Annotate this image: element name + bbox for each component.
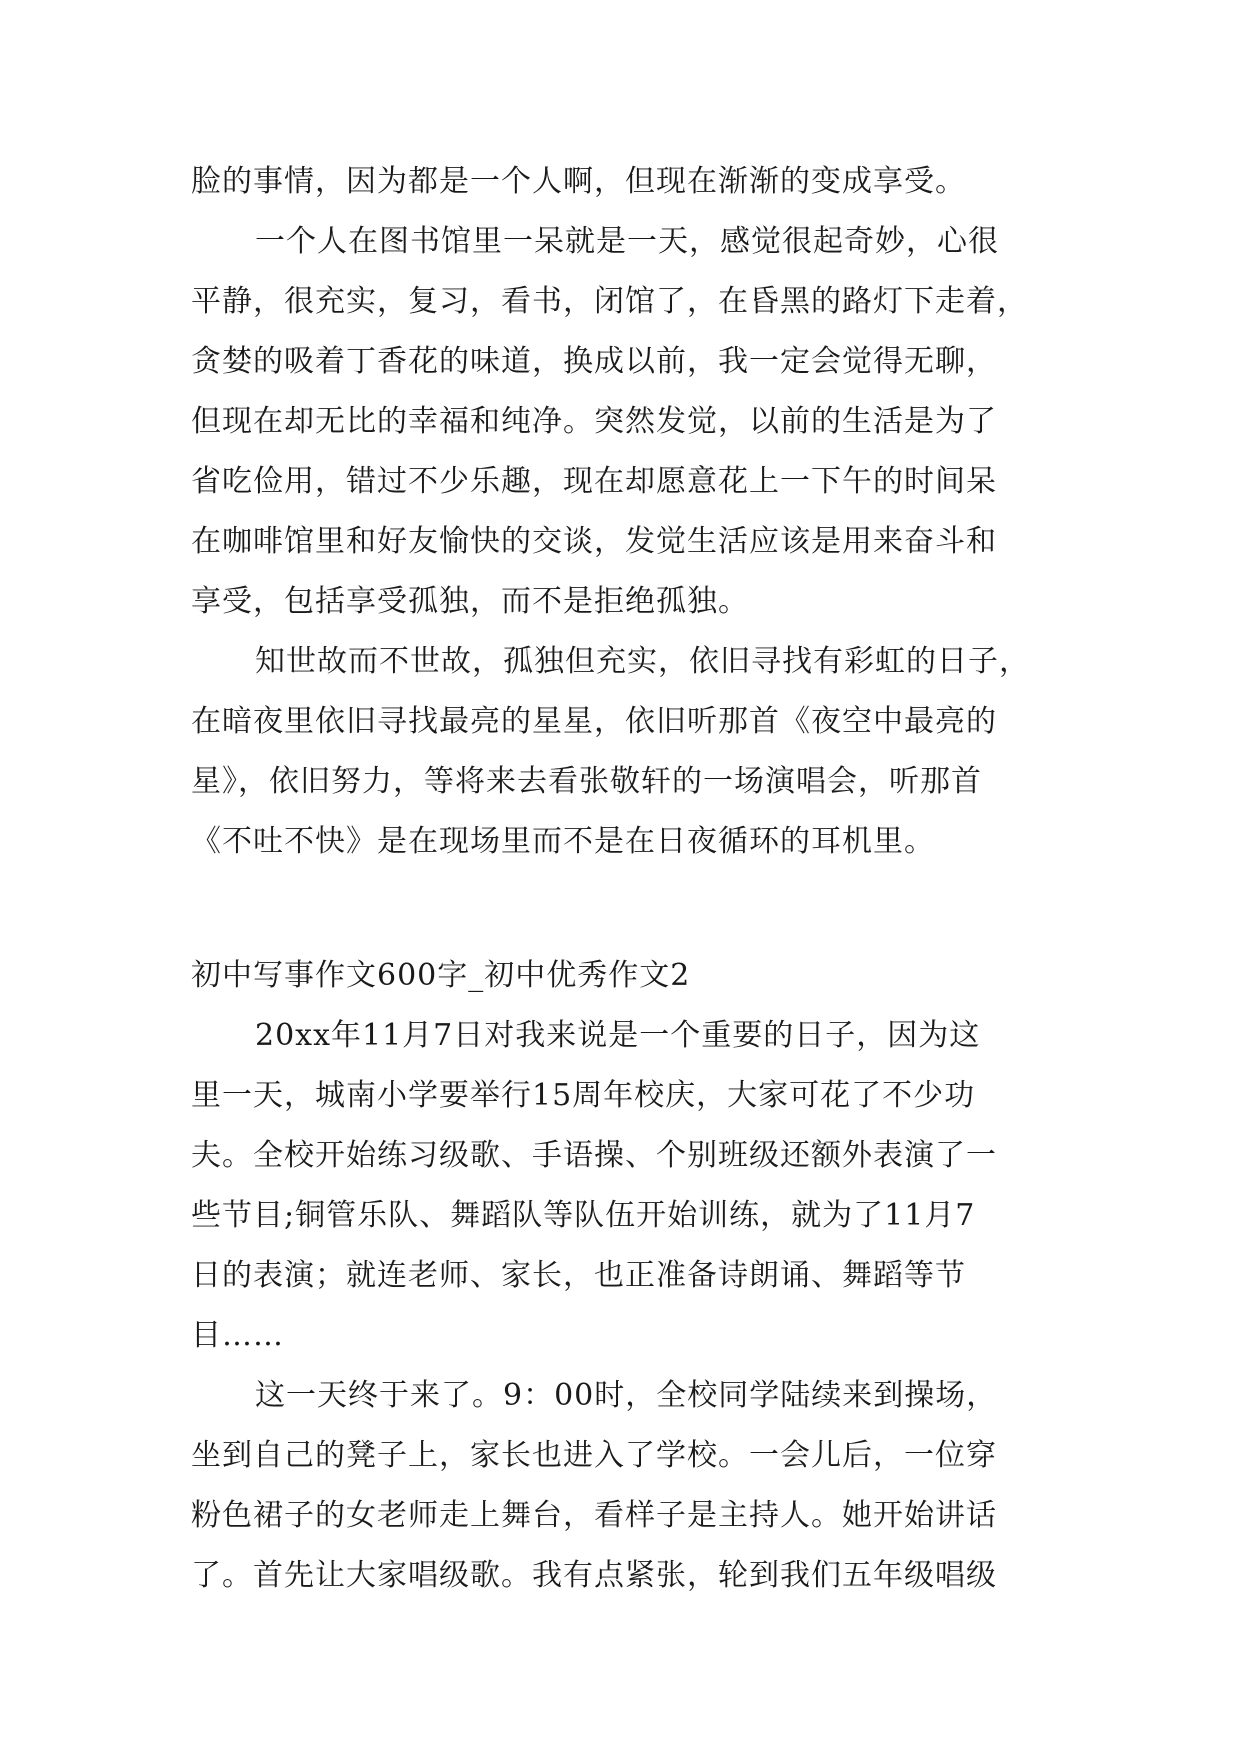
paragraph-start-line: 20xx年11月7日对我来说是一个重要的日子，因为这	[255, 1018, 981, 1053]
text-line: 《不吐不快》是在现场里而不是在日夜循环的耳机里。	[191, 824, 935, 859]
text-line: 在暗夜里依旧寻找最亮的星星，依旧听那首《夜空中最亮的	[191, 704, 997, 739]
paragraph-start-line: 知世故而不世故，孤独但充实，依旧寻找有彩虹的日子，	[255, 644, 1030, 679]
text-line: 目……	[191, 1318, 284, 1353]
text-line: 夫。全校开始练习级歌、手语操、个别班级还额外表演了一	[191, 1138, 997, 1173]
section-heading: 初中写事作文600字_初中优秀作文2	[191, 958, 691, 993]
text-line: 粉色裙子的女老师走上舞台，看样子是主持人。她开始讲话	[191, 1498, 997, 1533]
text-line: 但现在却无比的幸福和纯净。突然发觉，以前的生活是为了	[191, 404, 997, 439]
paragraph-start-line: 一个人在图书馆里一呆就是一天，感觉很起奇妙，心很	[255, 224, 999, 259]
text-line: 平静，很充实，复习，看书，闭馆了，在昏黑的路灯下走着，	[191, 284, 1028, 319]
text-line: 享受，包括享受孤独，而不是拒绝孤独。	[191, 584, 749, 619]
section-spacer	[191, 872, 1051, 946]
paragraph-start-line: 这一天终于来了。9：00时，全校同学陆续来到操场，	[255, 1378, 998, 1413]
text-line: 坐到自己的凳子上，家长也进入了学校。一会儿后，一位穿	[191, 1438, 997, 1473]
text-line: 了。首先让大家唱级歌。我有点紧张，轮到我们五年级唱级	[191, 1558, 997, 1593]
text-line: 脸的事情，因为都是一个人啊，但现在渐渐的变成享受。	[191, 164, 966, 199]
document-body	[191, 152, 1051, 1606]
text-line: 星》，依旧努力，等将来去看张敬轩的一场演唱会，听那首	[191, 764, 982, 799]
text-line: 省吃俭用，错过不少乐趣，现在却愿意花上一下午的时间呆	[191, 464, 997, 499]
text-line: 日的表演；就连老师、家长，也正准备诗朗诵、舞蹈等节	[191, 1258, 966, 1293]
text-line: 在咖啡馆里和好友愉快的交谈，发觉生活应该是用来奋斗和	[191, 524, 997, 559]
text-line: 里一天，城南小学要举行15周年校庆，大家可花了不少功	[191, 1078, 976, 1113]
text-line: 贪婪的吸着丁香花的味道，换成以前，我一定会觉得无聊，	[191, 344, 997, 379]
text-line: 些节目;铜管乐队、舞蹈队等队伍开始训练，就为了11月7	[191, 1198, 976, 1233]
